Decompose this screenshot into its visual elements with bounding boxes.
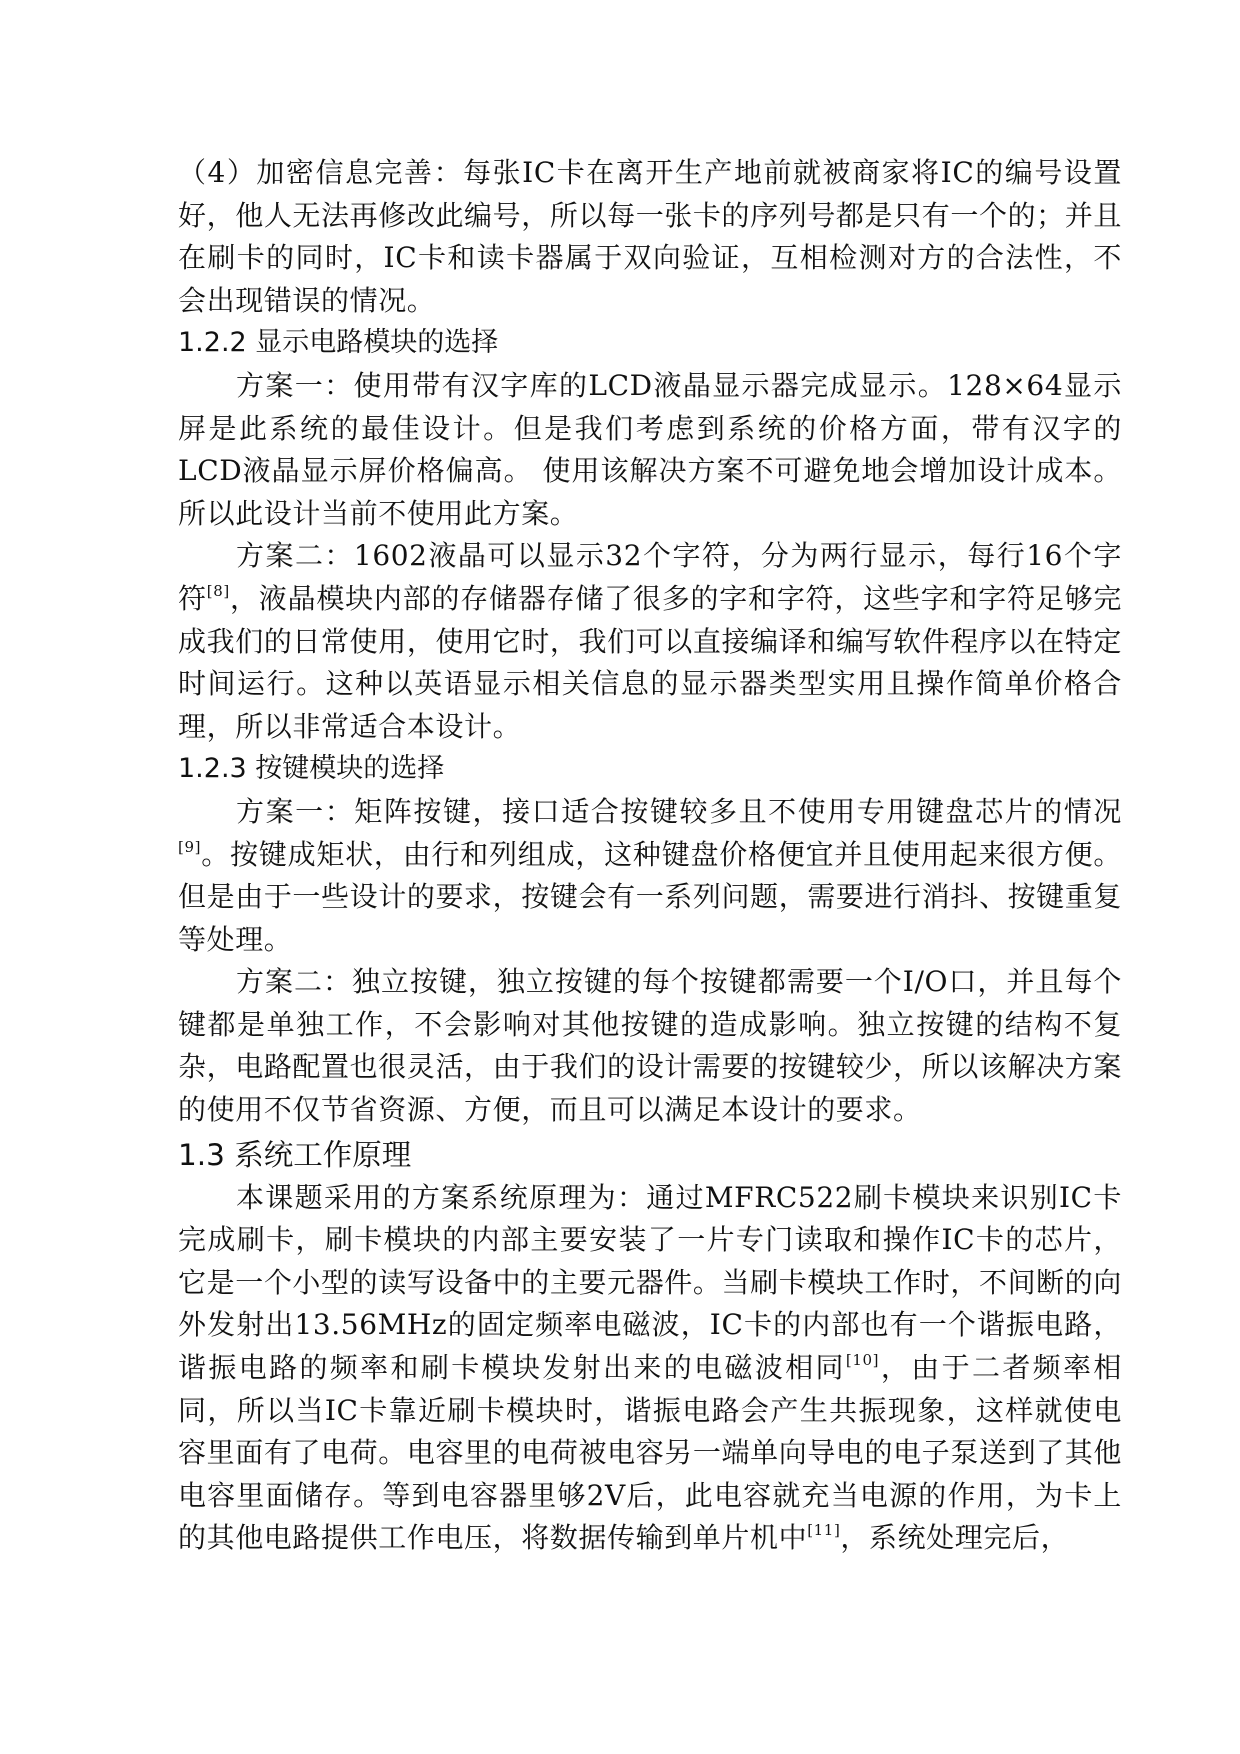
paragraph-encryption-info: （4）加密信息完善：每张IC卡在离开生产地前就被商家将IC的编号设置好，他人无法再修改此编号，所以每一张卡的序列号都是只有一个的；并且在刷卡的同时，IC卡和读卡器属于双向验证，互相检测对方的合法性，不会出现错误的情况。 [178,156,1122,317]
paragraph-system-principle [178,1177,1122,1560]
section-heading-key-module: 1.2.3 按键模块的选择 [178,753,445,785]
citation-ref: [8] [206,581,230,600]
text-segment: ，液晶模块内部的存储器存储了很多的字和字符，这些字和字符足够完成我们的日常使用，使用它时，我们可以直接编译和编写软件程序以在特定时间运行。这种以英语显示相关信息的显示器类型实用且操作简单价格合理，所以非常适合本设计。 [178,581,1122,743]
document-page [178,152,1122,1560]
paragraph-key-option-1 [178,791,1122,961]
text-segment: ，系统处理完后， [840,1521,1070,1555]
text-segment: 本课题采用的方案系统原理为：通过MFRC522刷卡模块来识别IC卡完成刷卡，刷卡模块的内部主要安装了一片专门读取和操作IC卡的芯片，它是一个小型的读写设备中的主要元器件。当刷卡模块工作时，不间断的向外发射出13.56MHz的固定频率电磁波，IC卡的内部也有一个谐振电路，谐振电路的频率和刷卡模块发射出来的电磁波相同 [178,1180,1122,1385]
text-segment: 方案二：1602液晶可以显示32个字符，分为两行显示，每行16个字符 [178,539,1122,615]
citation-ref: [11] [807,1521,841,1540]
text-segment: 方案一：矩阵按键，接口适合按键较多且不使用专用键盘芯片的情况 [236,794,1122,828]
section-heading-system-principle: 1.3 系统工作原理 [178,1137,412,1172]
section-heading-display-module: 1.2.2 显示电路模块的选择 [178,327,499,359]
text-segment: 。按键成矩状，由行和列组成，这种键盘价格便宜并且使用起来很方便。但是由于一些设计的要求，按键会有一系列问题，需要进行消抖、按键重复等处理。 [178,837,1122,956]
citation-ref: [9] [178,837,202,856]
paragraph-key-option-2: 方案二：独立按键，独立按键的每个按键都需要一个I/O口，并且每个键都是单独工作，不会影响对其他按键的造成影响。独立按键的结构不复杂，电路配置也很灵活，由于我们的设计需要的按键较少，所以该解决方案的使用不仅节省资源、方便，而且可以满足本设计的要求。 [178,965,1122,1127]
citation-ref: [10] [845,1351,880,1370]
paragraph-display-option-2 [178,535,1122,748]
text-segment: ，由于二者频率相同，所以当IC卡靠近刷卡模块时，谐振电路会产生共振现象，这样就使电容里面有了电荷。电容里的电荷被电容另一端单向导电的电子泵送到了其他电容里面储存。等到电容器里够2V后，此电容就充当电源的作用，为卡上的其他电路提供工作电压，将数据传输到单片机中 [178,1351,1123,1555]
paragraph-display-option-1: 方案一：使用带有汉字库的LCD液晶显示器完成显示。128×64显示屏是此系统的最佳设计。但是我们考虑到系统的价格方面，带有汉字的LCD液晶显示屏价格偏高。 使用该解决方案不可避免地会增加设计成本。所以此设计当前不使用此方案。 [178,368,1122,530]
